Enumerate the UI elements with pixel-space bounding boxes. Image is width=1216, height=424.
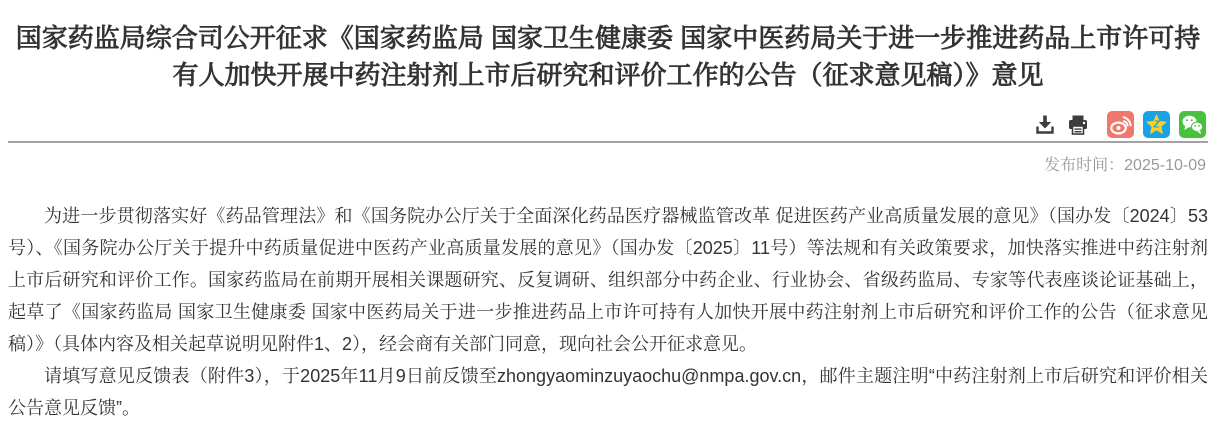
article-paragraph: 请填写意见反馈表（附件3），于2025年11月9日前反馈至zhongyaominzuyaochu@nmpa.gov.cn，邮件主题注明“中药注射剂上市后研究和评价相关公告意见反馈”。 xyxy=(8,366,1208,419)
wechat-share-button[interactable] xyxy=(1179,111,1206,138)
print-button[interactable] xyxy=(1066,113,1090,137)
publish-time xyxy=(8,156,1208,175)
qzone-share-button[interactable] xyxy=(1143,111,1170,138)
publish-time-label: 发布时间： xyxy=(1044,157,1125,175)
weibo-share-button[interactable] xyxy=(1107,111,1134,138)
svg-text:Z: Z xyxy=(1153,119,1160,131)
qzone-star-icon xyxy=(1143,111,1170,138)
announcement-page xyxy=(8,20,1208,424)
publish-time-value: 2025-10-09 xyxy=(1124,157,1206,175)
header-divider xyxy=(8,141,1208,143)
page-title: 国家药监局综合司公开征求《国家药监局 国家卫生健康委 国家中医药局关于进一步推进药品上市许可持有人加快开展中药注射剂上市后研究和评价工作的公告（征求意见稿）》意见 xyxy=(15,23,1201,90)
print-icon xyxy=(1066,113,1090,137)
download-icon xyxy=(1033,113,1057,137)
weibo-icon xyxy=(1107,111,1134,138)
article-paragraph: 为进一步贯彻落实好《药品管理法》和《国务院办公厅关于全面深化药品医疗器械监管改革 促进医药产业高质量发展的意见》（国办发〔2024〕53号）、《国务院办公厅关于提升中药质量促进中医药产业高质量发展的意见》（国办发〔2025〕11号）等法规和有关政策要求，加快落实推进中药注射剂上市后研究和评价工作。国家药监局在前期开展相关课题研究、反复调研、组织部分中药企业、行业协会、省级药监局、专家等代表座谈论证基础上，起草了《国家药监局 国家卫生健康委 国家中医药局关于进一步推进药品上市许可持有人加快开展中药注射剂上市后研究和评价工作的公告（征求意见稿）》（具体内容及相关起草说明见附件1、2），经会商有关部门同意，现向社会公开征求意见。 xyxy=(8,206,1208,355)
share-toolbar xyxy=(8,111,1208,138)
download-button[interactable] xyxy=(1033,113,1057,137)
wechat-icon xyxy=(1179,111,1206,138)
article-body xyxy=(8,200,1208,424)
